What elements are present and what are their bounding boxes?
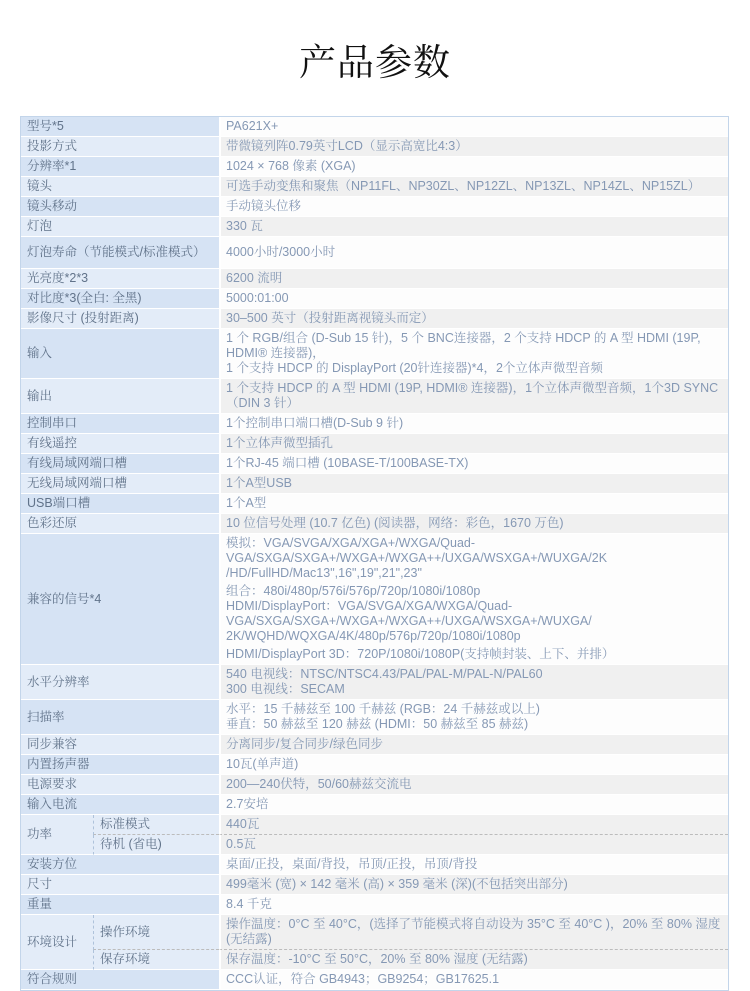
table-row [21, 815, 728, 835]
spec-value [219, 700, 728, 735]
value-line: VGA/SXGA/SXGA+/WXGA+/WXGA++/UXGA/WSXGA+/WUXGA/ [226, 614, 592, 628]
value-line: HDMI/DisplayPort：VGA/SVGA/XGA/WXGA/Quad- [226, 599, 513, 613]
spec-sublabel: 标准模式 [93, 815, 219, 835]
spec-label: 有线遥控 [21, 434, 219, 454]
value-line: 模拟：VGA/SVGA/XGA/XGA+/WXGA/Quad- [226, 536, 476, 550]
table-row [21, 454, 728, 474]
table-row [21, 309, 728, 329]
spec-value: 桌面/正投，桌面/背投，吊顶/正投，吊顶/背投 [219, 855, 728, 875]
spec-label: 对比度*3(全白: 全黑) [21, 289, 219, 309]
table-row [21, 237, 728, 269]
spec-label: USB端口槽 [21, 494, 219, 514]
spec-label: 影像尺寸 (投射距离) [21, 309, 219, 329]
spec-value: 1个立体声微型插孔 [219, 434, 728, 454]
spec-label: 兼容的信号*4 [21, 534, 219, 665]
spec-table [20, 116, 729, 991]
page-title: 产品参数 [299, 42, 451, 83]
spec-value: 分离同步/复合同步/绿色同步 [219, 735, 728, 755]
spec-value: 手动镜头位移 [219, 197, 728, 217]
value-line: VGA/SXGA/SXGA+/WXGA+/WXGA++/UXGA/WSXGA+/WUXGA/2K [226, 551, 608, 565]
spec-value: 1024 × 768 像素 (XGA) [219, 157, 728, 177]
spec-label: 镜头 [21, 177, 219, 197]
spec-value: 10 位信号处理 (10.7 亿色) (阅读器，网络：彩色，1670 万色) [219, 514, 728, 534]
table-row [21, 665, 728, 700]
value-line: 2K/WQHD/WQXGA/4K/480p/576p/720p/1080i/1080p [226, 629, 521, 643]
value-line: 组合：480i/480p/576i/576p/720p/1080i/1080p [226, 584, 481, 598]
spec-label: 无线局域网端口槽 [21, 474, 219, 494]
table-row [21, 137, 728, 157]
table-row [21, 269, 728, 289]
table-row [21, 835, 728, 855]
spec-value: 保存温度：-10°C 至 50°C，20% 至 80% 湿度 (无结露) [219, 950, 728, 970]
spec-sublabel: 保存环境 [93, 950, 219, 970]
spec-value: 330 瓦 [219, 217, 728, 237]
table-row [21, 494, 728, 514]
spec-value: 带微镜列阵0.79英寸LCD（显示高宽比4:3） [219, 137, 728, 157]
spec-value: 可选手动变焦和聚焦（NP11FL、NP30ZL、NP12ZL、NP13ZL、NP14ZL、NP15ZL） [219, 177, 728, 197]
table-row [21, 970, 728, 990]
table-row [21, 775, 728, 795]
spec-label: 镜头移动 [21, 197, 219, 217]
table-row [21, 289, 728, 309]
spec-label: 投影方式 [21, 137, 219, 157]
value-line: 300 电视线：SECAM [226, 682, 345, 696]
table-row [21, 474, 728, 494]
table-row [21, 329, 728, 379]
spec-value [219, 534, 728, 665]
spec-value: 0.5瓦 [219, 835, 728, 855]
spec-sublabel: 待机 (省电) [93, 835, 219, 855]
value-line: 540 电视线：NTSC/NTSC4.43/PAL/PAL-M/PAL-N/PAL60 [226, 667, 543, 681]
spec-value: 200—240伏特，50/60赫兹交流电 [219, 775, 728, 795]
spec-label: 输入电流 [21, 795, 219, 815]
table-row [21, 795, 728, 815]
value-line: HDMI/DisplayPort 3D：720P/1080i/1080P(支持帧封装、上下、并排） [226, 647, 615, 661]
value-line: 1 个支持 HDCP 的 DisplayPort (20针连接器)*4，2个立体声微型音频 [226, 361, 603, 375]
spec-label: 输出 [21, 379, 219, 414]
spec-label: 安装方位 [21, 855, 219, 875]
spec-value [219, 665, 728, 700]
spec-label: 电源要求 [21, 775, 219, 795]
spec-label: 内置扬声器 [21, 755, 219, 775]
table-row [21, 875, 728, 895]
table-row [21, 197, 728, 217]
spec-value: PA621X+ [219, 117, 728, 137]
spec-value: 30–500 英寸（投射距离视镜头而定） [219, 309, 728, 329]
table-row [21, 735, 728, 755]
spec-value: 6200 流明 [219, 269, 728, 289]
spec-label: 色彩还原 [21, 514, 219, 534]
table-row [21, 950, 728, 970]
spec-value: 1个A型 [219, 494, 728, 514]
table-row [21, 177, 728, 197]
spec-value: 4000小时/3000小时 [219, 237, 728, 269]
spec-value: CCC认证，符合 GB4943；GB9254；GB17625.1 [219, 970, 728, 990]
table-row [21, 755, 728, 775]
spec-value: 1 个支持 HDCP 的 A 型 HDMI (19P, HDMI® 连接器)，1个立体声微型音频，1个3D SYNC（DIN 3 针） [219, 379, 728, 414]
table-row [21, 514, 728, 534]
table-row [21, 855, 728, 875]
table-row [21, 414, 728, 434]
spec-label: 重量 [21, 895, 219, 915]
spec-label: 型号*5 [21, 117, 219, 137]
table-row [21, 895, 728, 915]
spec-label: 输入 [21, 329, 219, 379]
spec-label: 水平分辨率 [21, 665, 219, 700]
table-row [21, 157, 728, 177]
table-row [21, 700, 728, 735]
spec-label: 控制串口 [21, 414, 219, 434]
table-row [21, 534, 728, 665]
spec-label: 环境设计 [21, 915, 93, 970]
spec-value: 5000:01:00 [219, 289, 728, 309]
spec-value: 1个A型USB [219, 474, 728, 494]
value-line: 水平：15 千赫兹至 100 千赫兹 (RGB：24 千赫兹或以上) [226, 702, 540, 716]
spec-value: 10瓦(单声道) [219, 755, 728, 775]
spec-value: 499毫米 (宽) × 142 毫米 (高) × 359 毫米 (深)(不包括突出部分) [219, 875, 728, 895]
value-line: 1 个 RGB/组合 (D-Sub 15 针)，5 个 BNC连接器，2 个支持 HDCP 的 A 型 HDMI (19P, HDMI® 连接器)， [226, 331, 701, 360]
spec-value: 1个控制串口端口槽(D-Sub 9 针) [219, 414, 728, 434]
spec-label: 灯泡 [21, 217, 219, 237]
table-row [21, 434, 728, 454]
spec-value: 2.7安培 [219, 795, 728, 815]
table-row [21, 217, 728, 237]
value-line: 垂直：50 赫兹至 120 赫兹 (HDMI：50 赫兹至 85 赫兹) [226, 717, 529, 731]
spec-label: 同步兼容 [21, 735, 219, 755]
spec-label: 功率 [21, 815, 93, 855]
spec-label: 扫描率 [21, 700, 219, 735]
spec-value: 8.4 千克 [219, 895, 728, 915]
spec-value: 440瓦 [219, 815, 728, 835]
table-row [21, 379, 728, 414]
spec-label: 有线局域网端口槽 [21, 454, 219, 474]
spec-label: 符合规则 [21, 970, 219, 990]
table-row [21, 117, 728, 137]
spec-label: 尺寸 [21, 875, 219, 895]
value-line: /HD/FullHD/Mac13",16",19",21",23" [226, 566, 422, 580]
spec-label: 光亮度*2*3 [21, 269, 219, 289]
spec-value [219, 329, 728, 379]
spec-value: 操作温度：0°C 至 40°C，(选择了节能模式将自动设为 35°C 至 40°C )，20% 至 80% 湿度 (无结露) [219, 915, 728, 950]
spec-sublabel: 操作环境 [93, 915, 219, 950]
spec-value: 1个RJ-45 端口槽 (10BASE-T/100BASE-TX) [219, 454, 728, 474]
spec-label: 分辨率*1 [21, 157, 219, 177]
table-row [21, 915, 728, 950]
spec-label: 灯泡寿命（节能模式/标准模式） [21, 237, 219, 269]
